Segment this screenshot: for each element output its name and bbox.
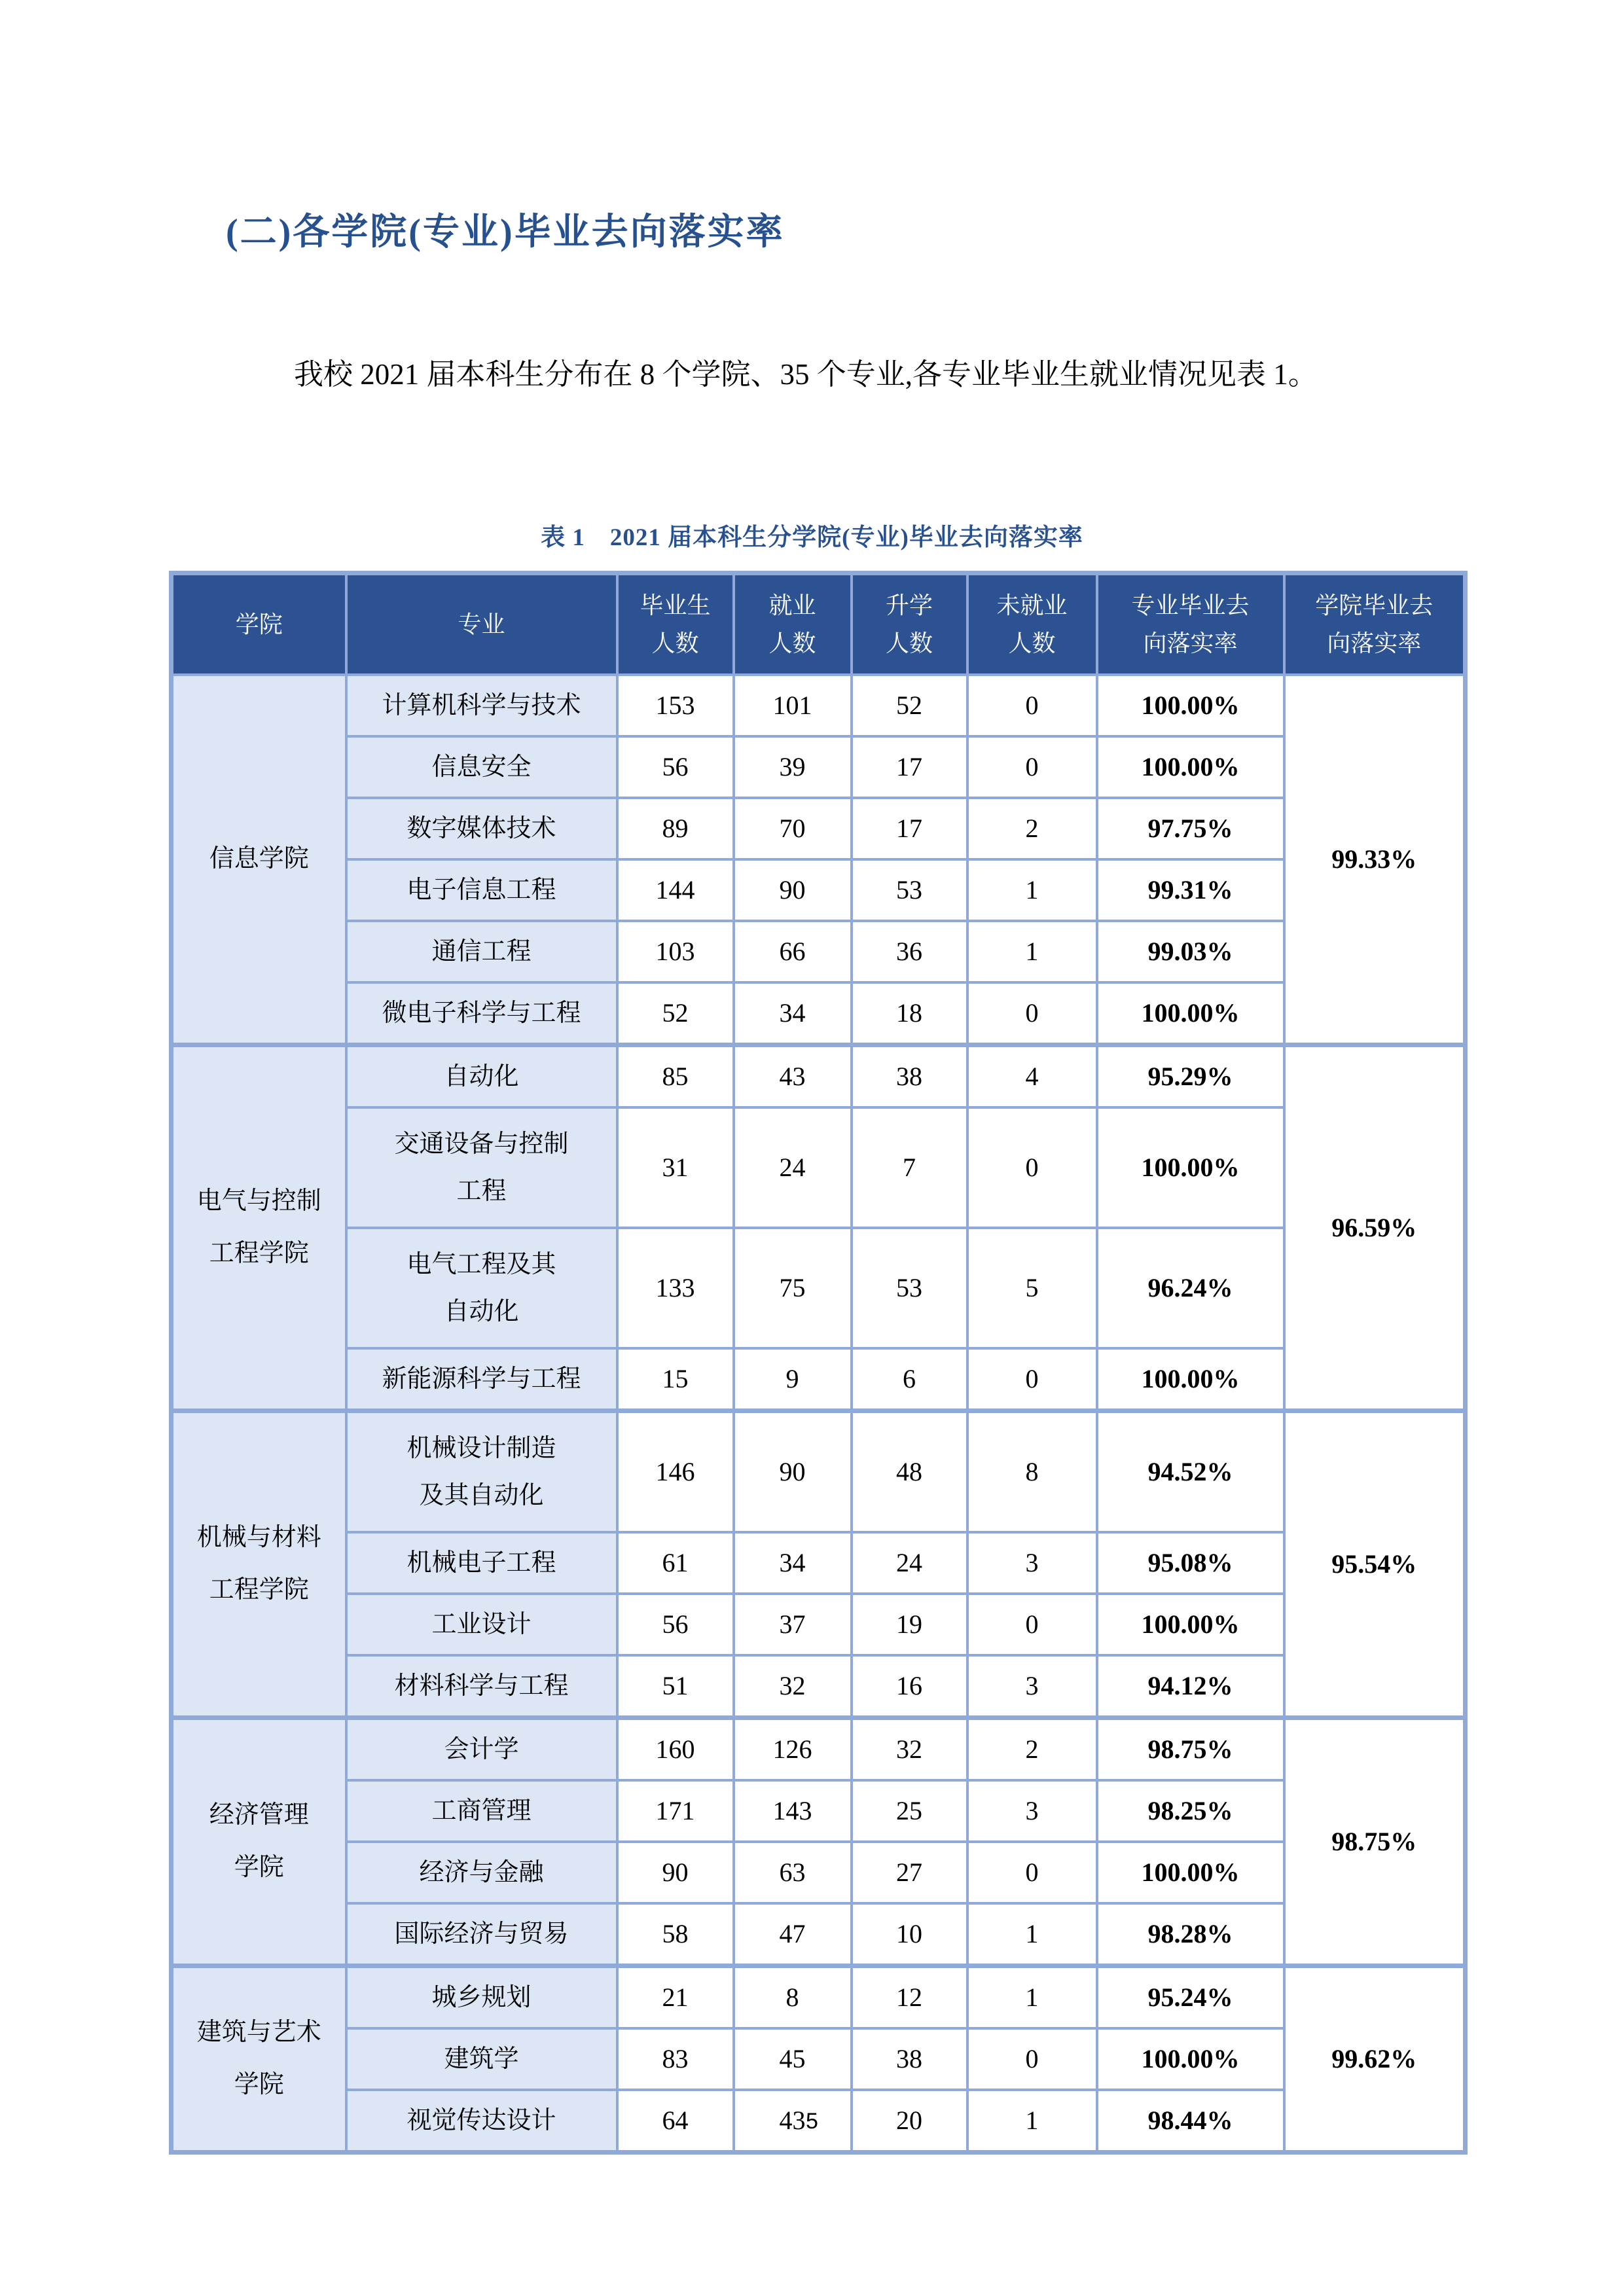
major-rate-cell: 97.75% xyxy=(1097,798,1284,859)
header-text: 人数 xyxy=(1008,630,1056,656)
employed-cell: 90 xyxy=(734,859,852,921)
employed-cell: 39 xyxy=(734,736,852,798)
major-cell xyxy=(346,1348,617,1411)
major-cell xyxy=(346,736,617,798)
graduates-cell: 31 xyxy=(617,1107,734,1228)
employed-cell: 32 xyxy=(734,1655,852,1718)
header-text: 人数 xyxy=(768,630,816,656)
employed-cell: 43 xyxy=(734,2090,852,2153)
unemployed-cell: 1 xyxy=(967,859,1097,921)
major-rate-cell: 98.25% xyxy=(1097,1780,1284,1842)
college-rate-cell: 98.75% xyxy=(1284,1718,1466,1966)
text-line: 城乡规划 xyxy=(431,1983,532,2011)
employed-cell: 45 xyxy=(734,2028,852,2090)
major-rate-cell: 100.00% xyxy=(1097,1348,1284,1411)
further-study-cell: 38 xyxy=(852,2028,967,2090)
graduates-cell: 153 xyxy=(617,675,734,736)
header-text: 学院 xyxy=(235,611,283,637)
table-row xyxy=(171,1411,1466,1533)
further-study-cell: 17 xyxy=(852,736,967,798)
header-text: 人数 xyxy=(651,630,699,656)
major-rate-cell: 100.00% xyxy=(1097,1594,1284,1655)
unemployed-cell: 1 xyxy=(967,1966,1097,2029)
unemployed-cell: 0 xyxy=(967,736,1097,798)
further-study-cell: 52 xyxy=(852,675,967,736)
employed-cell: 34 xyxy=(734,1532,852,1594)
graduates-cell: 58 xyxy=(617,1903,734,1966)
employed-cell: 101 xyxy=(734,675,852,736)
text-line: 信息学院 xyxy=(209,845,309,873)
header-text: 人数 xyxy=(885,630,933,656)
major-cell xyxy=(346,1594,617,1655)
table-row xyxy=(171,1045,1466,1108)
table-row xyxy=(171,2028,1466,2090)
text-line: 材料科学与工程 xyxy=(394,1672,569,1700)
major-cell xyxy=(346,1107,617,1228)
further-study-cell: 10 xyxy=(852,1903,967,1966)
graduates-cell: 89 xyxy=(617,798,734,859)
major-rate-cell: 100.00% xyxy=(1097,736,1284,798)
major-rate-cell: 95.29% xyxy=(1097,1045,1284,1108)
employed-cell: 126 xyxy=(734,1718,852,1781)
major-cell xyxy=(346,1655,617,1718)
graduates-cell: 83 xyxy=(617,2028,734,2090)
further-study-cell: 7 xyxy=(852,1107,967,1228)
header-cell-graduates xyxy=(617,573,734,675)
major-cell xyxy=(346,921,617,982)
college-rate-cell: 95.54% xyxy=(1284,1411,1466,1718)
text-line: 自动化 xyxy=(444,1298,519,1325)
employed-cell: 90 xyxy=(734,1411,852,1533)
further-study-cell: 12 xyxy=(852,1966,967,2029)
unemployed-cell: 2 xyxy=(967,798,1097,859)
table-row xyxy=(171,798,1466,859)
header-cell-college-rate xyxy=(1284,573,1466,675)
header-text: 向落实率 xyxy=(1327,630,1422,656)
table-row xyxy=(171,1903,1466,1966)
text-line: 工程学院 xyxy=(209,1576,309,1604)
text-line: 通信工程 xyxy=(431,937,532,965)
text-line: 机械设计制造 xyxy=(406,1434,556,1462)
college-cell xyxy=(171,675,346,1045)
graduates-cell: 133 xyxy=(617,1228,734,1348)
unemployed-cell: 0 xyxy=(967,1842,1097,1903)
header-text: 学院毕业去 xyxy=(1315,592,1434,619)
graduates-cell: 64 xyxy=(617,2090,734,2153)
graduates-cell: 85 xyxy=(617,1045,734,1108)
text-line: 工商管理 xyxy=(431,1797,532,1825)
text-line: 电气与控制 xyxy=(196,1187,321,1215)
major-rate-cell: 100.00% xyxy=(1097,675,1284,736)
table-row xyxy=(171,1718,1466,1781)
text-line: 交通设备与控制 xyxy=(394,1130,569,1158)
further-study-cell: 32 xyxy=(852,1718,967,1781)
employed-cell: 66 xyxy=(734,921,852,982)
text-line: 计算机科学与技术 xyxy=(382,691,581,719)
unemployed-cell: 3 xyxy=(967,1532,1097,1594)
employed-cell: 47 xyxy=(734,1903,852,1966)
table-caption: 表 1 2021 届本科生分学院(专业)毕业去向落实率 xyxy=(541,524,1083,551)
further-study-cell: 17 xyxy=(852,798,967,859)
major-cell xyxy=(346,982,617,1045)
major-rate-cell: 99.31% xyxy=(1097,859,1284,921)
further-study-cell: 38 xyxy=(852,1045,967,1108)
unemployed-cell: 5 xyxy=(967,1228,1097,1348)
major-rate-cell: 96.24% xyxy=(1097,1228,1284,1348)
text-line: 建筑与艺术 xyxy=(196,2018,321,2047)
employment-table xyxy=(169,571,1468,2155)
college-cell xyxy=(171,1045,346,1411)
graduates-cell: 171 xyxy=(617,1780,734,1842)
unemployed-cell: 0 xyxy=(967,1348,1097,1411)
table-row xyxy=(171,1594,1466,1655)
major-cell xyxy=(346,1532,617,1594)
employed-cell: 70 xyxy=(734,798,852,859)
major-cell xyxy=(346,798,617,859)
table-row xyxy=(171,1842,1466,1903)
header-text: 向落实率 xyxy=(1143,630,1238,656)
section-heading: (二)各学院(专业)毕业去向落实率 xyxy=(226,212,785,253)
text-line: 自动化 xyxy=(444,1062,519,1090)
major-rate-cell: 94.52% xyxy=(1097,1411,1284,1533)
graduates-cell: 160 xyxy=(617,1718,734,1781)
major-rate-cell: 94.12% xyxy=(1097,1655,1284,1718)
text-line: 信息安全 xyxy=(431,753,532,781)
unemployed-cell: 1 xyxy=(967,1903,1097,1966)
college-rate-cell: 96.59% xyxy=(1284,1045,1466,1411)
major-rate-cell: 100.00% xyxy=(1097,1107,1284,1228)
table-row xyxy=(171,1655,1466,1718)
table-row xyxy=(171,859,1466,921)
header-text: 专业毕业去 xyxy=(1131,592,1250,619)
text-line: 微电子科学与工程 xyxy=(382,999,581,1027)
graduates-cell: 56 xyxy=(617,736,734,798)
text-line: 数字媒体技术 xyxy=(406,814,556,842)
unemployed-cell: 4 xyxy=(967,1045,1097,1108)
graduates-cell: 15 xyxy=(617,1348,734,1411)
table-row xyxy=(171,982,1466,1045)
table-row xyxy=(171,736,1466,798)
text-line: 电气工程及其 xyxy=(406,1250,556,1278)
further-study-cell: 24 xyxy=(852,1532,967,1594)
text-line: 机械电子工程 xyxy=(406,1549,556,1577)
unemployed-cell: 2 xyxy=(967,1718,1097,1781)
further-study-cell: 20 xyxy=(852,2090,967,2153)
header-text: 就业 xyxy=(768,592,816,619)
college-rate-cell: 99.33% xyxy=(1284,675,1466,1045)
text-line: 电子信息工程 xyxy=(406,876,556,904)
major-cell xyxy=(346,1045,617,1108)
employed-cell: 9 xyxy=(734,1348,852,1411)
major-rate-cell: 100.00% xyxy=(1097,982,1284,1045)
text-line: 工业设计 xyxy=(431,1610,532,1638)
graduates-cell: 21 xyxy=(617,1966,734,2029)
graduates-cell: 61 xyxy=(617,1532,734,1594)
further-study-cell: 19 xyxy=(852,1594,967,1655)
further-study-cell: 48 xyxy=(852,1411,967,1533)
major-rate-cell: 100.00% xyxy=(1097,2028,1284,2090)
major-cell xyxy=(346,1718,617,1781)
major-cell xyxy=(346,1966,617,2029)
college-rate-cell: 99.62% xyxy=(1284,1966,1466,2153)
text-line: 机械与材料 xyxy=(196,1524,321,1552)
header-row xyxy=(171,573,1466,675)
graduates-cell: 146 xyxy=(617,1411,734,1533)
text-line: 建筑学 xyxy=(444,2045,519,2073)
unemployed-cell: 3 xyxy=(967,1780,1097,1842)
major-rate-cell: 95.08% xyxy=(1097,1532,1284,1594)
text-line: 工程 xyxy=(456,1177,507,1205)
text-line: 学院 xyxy=(234,1854,284,1881)
employed-cell: 63 xyxy=(734,1842,852,1903)
table-row xyxy=(171,1532,1466,1594)
header-cell-further-study xyxy=(852,573,967,675)
header-cell-employed xyxy=(734,573,852,675)
further-study-cell: 53 xyxy=(852,1228,967,1348)
unemployed-cell: 1 xyxy=(967,921,1097,982)
graduates-cell: 103 xyxy=(617,921,734,982)
table-row xyxy=(171,921,1466,982)
further-study-cell: 27 xyxy=(852,1842,967,1903)
text-line: 国际经济与贸易 xyxy=(394,1920,569,1948)
college-cell xyxy=(171,1411,346,1718)
major-rate-cell: 98.44% xyxy=(1097,2090,1284,2153)
major-rate-cell: 98.28% xyxy=(1097,1903,1284,1966)
graduates-cell: 56 xyxy=(617,1594,734,1655)
further-study-cell: 16 xyxy=(852,1655,967,1718)
major-cell xyxy=(346,2028,617,2090)
major-cell xyxy=(346,1780,617,1842)
text-line: 经济管理 xyxy=(209,1801,309,1829)
employed-cell: 143 xyxy=(734,1780,852,1842)
table-row xyxy=(171,1228,1466,1348)
text-line: 学院 xyxy=(234,2071,284,2098)
text-line: 工程学院 xyxy=(209,1240,309,1267)
employed-cell: 75 xyxy=(734,1228,852,1348)
table-row xyxy=(171,675,1466,736)
employed-cell: 24 xyxy=(734,1107,852,1228)
employed-cell: 43 xyxy=(734,1045,852,1108)
header-text: 升学 xyxy=(885,592,933,619)
employed-cell: 8 xyxy=(734,1966,852,2029)
header-text: 专业 xyxy=(458,611,505,637)
major-cell xyxy=(346,1903,617,1966)
employed-cell: 37 xyxy=(734,1594,852,1655)
major-rate-cell: 95.24% xyxy=(1097,1966,1284,2029)
unemployed-cell: 0 xyxy=(967,1594,1097,1655)
unemployed-cell: 0 xyxy=(967,675,1097,736)
major-rate-cell: 100.00% xyxy=(1097,1842,1284,1903)
graduates-cell: 52 xyxy=(617,982,734,1045)
text-line: 经济与金融 xyxy=(419,1858,544,1886)
unemployed-cell: 0 xyxy=(967,2028,1097,2090)
body-paragraph: 我校 2021 届本科生分布在 8 个学院、35 个专业,各专业毕业生就业情况见表 1。 xyxy=(294,358,1318,391)
text-line: 及其自动化 xyxy=(419,1482,544,1509)
unemployed-cell: 0 xyxy=(967,982,1097,1045)
table-row xyxy=(171,1348,1466,1411)
employed-cell: 34 xyxy=(734,982,852,1045)
table-row xyxy=(171,1780,1466,1842)
header-cell-major-rate xyxy=(1097,573,1284,675)
unemployed-cell: 3 xyxy=(967,1655,1097,1718)
header-cell-unemployed xyxy=(967,573,1097,675)
major-cell xyxy=(346,859,617,921)
further-study-cell: 25 xyxy=(852,1780,967,1842)
further-study-cell: 6 xyxy=(852,1348,967,1411)
graduates-cell: 144 xyxy=(617,859,734,921)
major-cell xyxy=(346,1228,617,1348)
header-text: 未就业 xyxy=(996,592,1068,619)
text-line: 会计学 xyxy=(444,1735,519,1763)
unemployed-cell: 0 xyxy=(967,1107,1097,1228)
header-cell-college xyxy=(171,573,346,675)
graduates-cell: 51 xyxy=(617,1655,734,1718)
text-line: 视觉传达设计 xyxy=(406,2106,556,2134)
page-number: 5 xyxy=(806,2109,818,2134)
further-study-cell: 53 xyxy=(852,859,967,921)
major-rate-cell: 99.03% xyxy=(1097,921,1284,982)
unemployed-cell: 8 xyxy=(967,1411,1097,1533)
major-rate-cell: 98.75% xyxy=(1097,1718,1284,1781)
college-cell xyxy=(171,1718,346,1966)
major-cell xyxy=(346,1842,617,1903)
table-row xyxy=(171,1107,1466,1228)
text-line: 新能源科学与工程 xyxy=(382,1365,581,1393)
table-row xyxy=(171,1966,1466,2029)
major-cell xyxy=(346,1411,617,1533)
major-cell xyxy=(346,675,617,736)
header-cell-major xyxy=(346,573,617,675)
further-study-cell: 36 xyxy=(852,921,967,982)
further-study-cell: 18 xyxy=(852,982,967,1045)
unemployed-cell: 1 xyxy=(967,2090,1097,2153)
header-text: 毕业生 xyxy=(640,592,711,619)
graduates-cell: 90 xyxy=(617,1842,734,1903)
